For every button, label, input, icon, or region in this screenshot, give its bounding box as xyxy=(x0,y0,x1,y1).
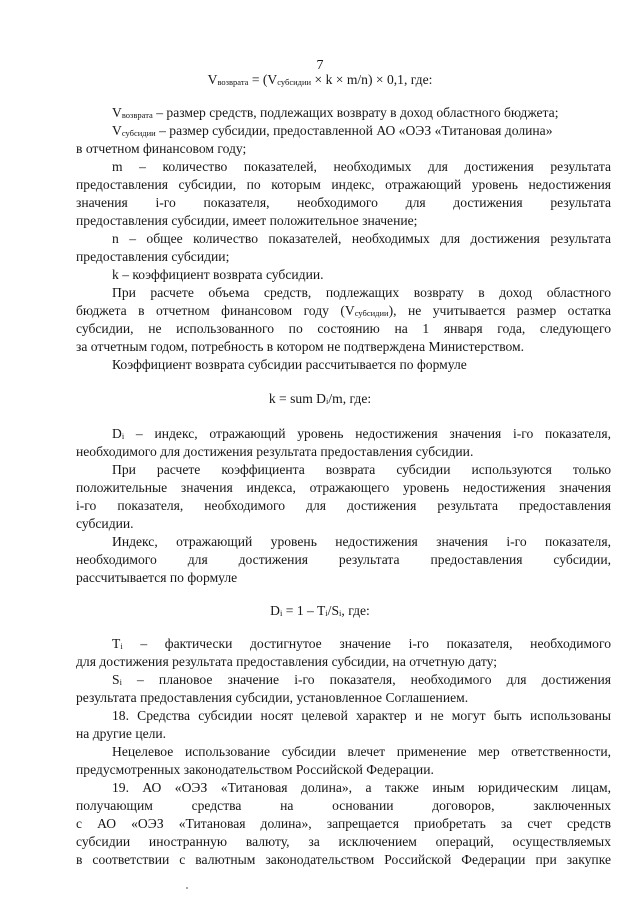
coef-note-line-3: i-го показателя, необходимого для достижения результата предоставления xyxy=(76,498,611,513)
definition-t-line-1: Ti – фактически достигнутое значение i-го показателя, необходимого xyxy=(112,636,611,651)
definition-t-line-2: для достижения результата предоставления субсидии, на отчетную дату; xyxy=(76,654,497,669)
coef-note-line-2: положительные значения индекса, отражающего уровень недостижения значения xyxy=(76,480,611,495)
definition-d-line-2: необходимого для достижения результата предоставления субсидии. xyxy=(76,444,474,459)
p19-line-2: получающим средства на основании договоров, заключенных xyxy=(76,798,611,813)
index-intro-line-3: рассчитывается по формуле xyxy=(76,570,238,585)
p19-line-3: с АО «ОЭЗ «Титановая долина», запрещается приобретать за счет средств xyxy=(76,816,611,831)
definition-s-line-1: Si – плановое значение i-го показателя, необходимого для достижения xyxy=(112,672,611,687)
misuse-line-2: предусмотренных законодательством Российской Федерации. xyxy=(76,762,434,777)
definition-v-return: Vвозврата – размер средств, подлежащих возврату в доход областного бюджета; xyxy=(112,105,559,120)
definition-v-subsidy-line-2: в отчетном финансовом году; xyxy=(76,141,247,156)
definition-m-line-1: m – количество показателей, необходимых для достижения результата xyxy=(112,159,611,174)
page-number: 7 xyxy=(316,58,324,73)
definition-k: k – коэффициент возврата субсидии. xyxy=(112,267,324,282)
coef-formula-intro: Коэффициент возврата субсидии рассчитывается по формуле xyxy=(112,357,467,372)
calc-note-line-1: При расчете объема средств, подлежащих возврату в доход областного xyxy=(112,285,611,300)
coef-note-line-4: субсидии. xyxy=(76,516,134,531)
calc-note-line-3: субсидии, не использованного по состоянию на 1 января года, следующего xyxy=(76,321,611,336)
definition-m-line-3: значения i-го показателя, необходимого для достижения результата xyxy=(76,195,611,210)
scan-speck xyxy=(186,887,188,889)
definition-m-line-2: предоставления субсидии, по которым индекс, отражающий уровень недостижения xyxy=(76,177,611,192)
definition-n-line-2: предоставления субсидии; xyxy=(76,249,230,264)
coef-note-line-1: При расчете коэффициента возврата субсидии используются только xyxy=(112,462,611,477)
index-intro-line-1: Индекс, отражающий уровень недостижения значения i-го показателя, xyxy=(112,534,611,549)
calc-note-line-4: за отчетным годом, потребность в котором не подтверждена Министерством. xyxy=(76,339,525,354)
p19-line-1: 19. АО «ОЭЗ «Титановая долина», а также иным юридическим лицам, xyxy=(112,780,611,795)
formula-k: k = sum Di/m, где: xyxy=(268,391,372,406)
p19-line-5: в соответствии с валютным законодательством Российской Федерации при закупке xyxy=(76,852,611,867)
p18-line-2: на другие цели. xyxy=(76,726,167,741)
definition-s-line-2: результата предоставления субсидии, установленное Соглашением. xyxy=(76,690,469,705)
definition-v-subsidy-line-1: Vсубсидии – размер субсидии, предоставленной АО «ОЭЗ «Титановая долина» xyxy=(112,123,553,138)
index-intro-line-2: необходимого для достижения результата предоставления субсидии, xyxy=(76,552,611,567)
definition-m-line-4: предоставления субсидии, имеет положительное значение; xyxy=(76,213,418,228)
definition-n-line-1: n – общее количество показателей, необходимых для достижения результата xyxy=(112,231,611,246)
calc-note-line-2: бюджета в отчетном финансовом году (Vсубсидии), не учитывается размер остатка xyxy=(76,303,612,318)
p18-line-1: 18. Средства субсидии носят целевой характер и не могут быть использованы xyxy=(112,708,611,723)
misuse-line-1: Нецелевое использование субсидии влечет применение мер ответственности, xyxy=(112,744,611,759)
definition-d-line-1: Di – индекс, отражающий уровень недостижения значения i-го показателя, xyxy=(112,426,611,441)
p19-line-4: субсидии иностранную валюту, за исключением операций, осуществляемых xyxy=(76,834,611,849)
formula-d: Di = 1 – Ti/Si, где: xyxy=(270,603,370,618)
formula-v-return: Vвозврата = (Vсубсидии × k × m/n) × 0,1, где: xyxy=(207,72,433,87)
